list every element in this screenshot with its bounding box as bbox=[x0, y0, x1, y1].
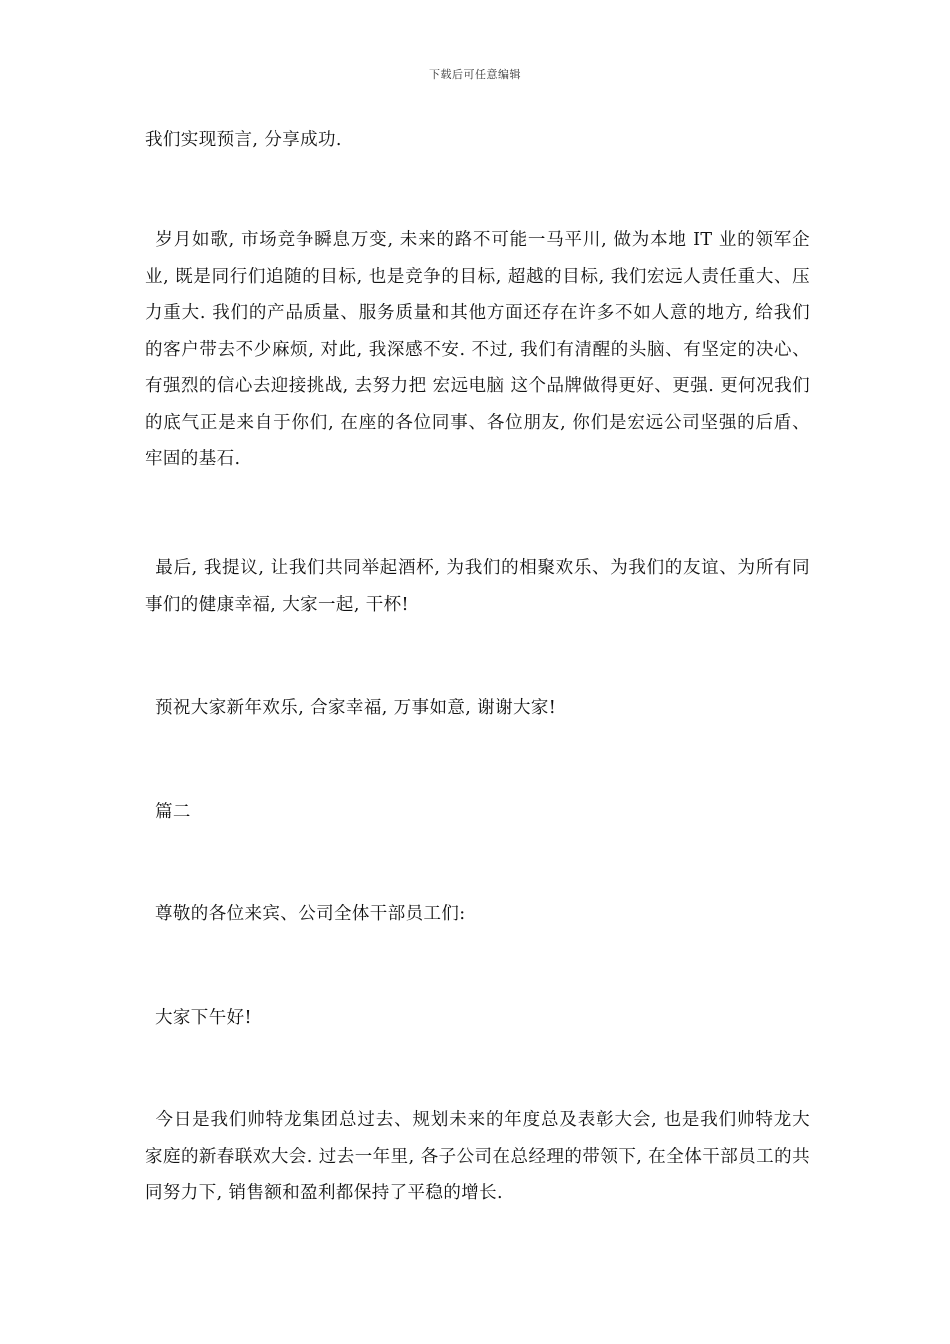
paragraph-greeting: 大家下午好! bbox=[155, 1008, 252, 1028]
paragraph-closing-line: 我们实现预言, 分享成功. bbox=[145, 130, 342, 150]
paragraph-salutation: 尊敬的各位来宾、公司全体干部员工们: bbox=[155, 904, 466, 924]
paragraph-toast: 最后, 我提议, 让我们共同举起酒杯, 为我们的相聚欢乐、为我们的友谊、为所有同事们的健康幸福, 大家一起, 干杯! bbox=[145, 558, 810, 615]
section-heading-part-two: 篇二 bbox=[155, 802, 191, 822]
page-header-note: 下载后可任意编辑 bbox=[429, 68, 521, 81]
paragraph-annual-review: 今日是我们帅特龙集团总过去、规划未来的年度总及表彰大会, 也是我们帅特龙大家庭的新春联欢大会. 过去一年里, 各子公司在总经理的带领下, 在全体干部员工的共同努力下, 销售额和盈利都保持了平稳的增长. bbox=[145, 1110, 810, 1203]
paragraph-new-year-wishes: 预祝大家新年欢乐, 合家幸福, 万事如意, 谢谢大家! bbox=[155, 698, 557, 718]
paragraph-market-challenges: 岁月如歌, 市场竞争瞬息万变, 未来的路不可能一马平川, 做为本地 IT 业的领军企业, 既是同行们追随的目标, 也是竞争的目标, 超越的目标, 我们宏远人责任重大、压力重大. 我们的产品质量、服务质量和其他方面还存在许多不如人意的地方, 给我们的客户带去不少麻烦, 对此, 我深感不安. 不过, 我们有清醒的头脑、有坚定的决心、有强烈的信心去迎接挑战, 去努力把 宏远电脑 这个品牌做得更好、更强. 更何况我们的底气正是来自于你们, 在座的各位同事、各位朋友, 你们是宏远公司坚强的后盾、牢固的基石. bbox=[145, 230, 810, 469]
